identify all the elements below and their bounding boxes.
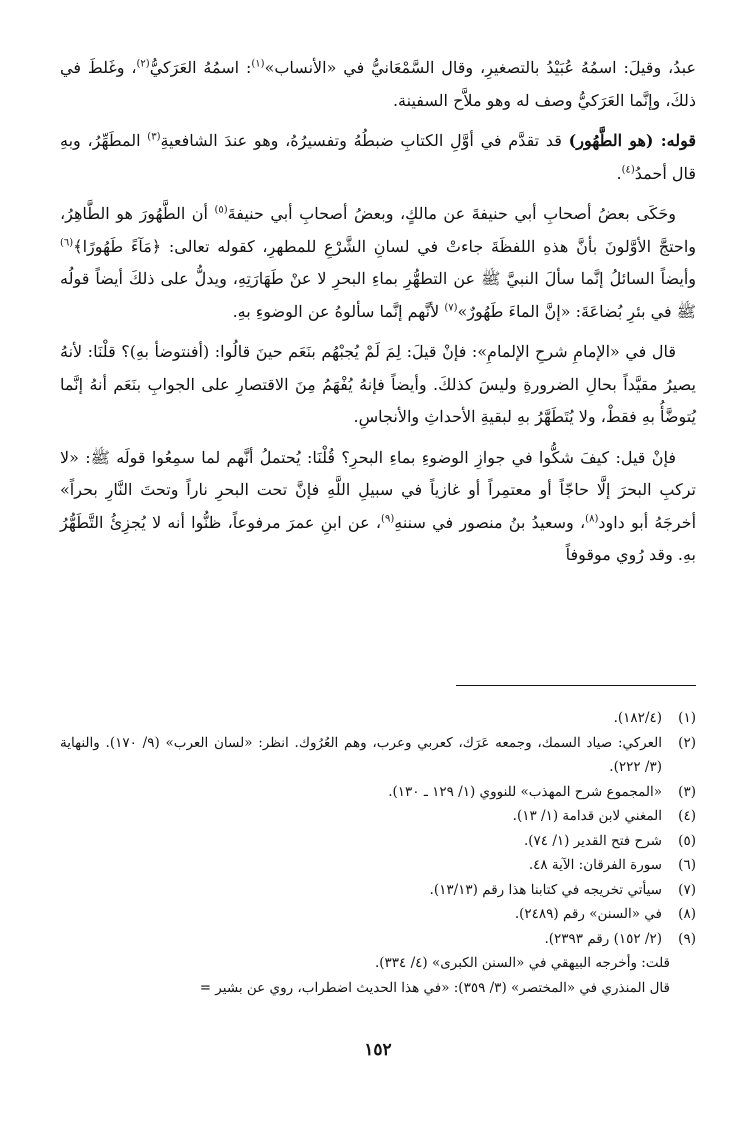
footnote-number: (١) <box>678 710 696 726</box>
footnote-number: (٩) <box>678 930 696 947</box>
footnote-separator <box>456 685 696 686</box>
text-run: ، وسعيدُ بنُ منصور في سننهِ <box>394 512 586 532</box>
footnote-ref: (٩) <box>381 513 395 525</box>
paragraph-2 <box>60 125 696 190</box>
footnote-text: قال المنذري في «المختصر» (٣/ ٣٥٩): «في هذا الحديث اضطراب، روي عن بشير = <box>199 979 670 996</box>
footnote-number: (٢) <box>678 734 696 751</box>
text-run: لأنَّهم إنَّما سألوهُ عن الوضوءِ بهِ. <box>232 301 445 321</box>
paragraph-1 <box>60 52 696 117</box>
bold-lead: قوله: (هو الطَّهُور) <box>568 131 696 150</box>
footnote-3 <box>60 780 696 805</box>
footnote-number: (٦) <box>678 857 696 873</box>
footnote-text: «المجموع شرح المهذب» للنووي (١/ ١٢٩ ـ ١٣٠). <box>388 783 662 800</box>
footnote-6 <box>60 853 696 878</box>
footnote-text: شرح فتح القدير (١/ ٧٤). <box>523 832 662 849</box>
footnote-number: (٧) <box>678 881 696 898</box>
footnote-4 <box>60 804 696 829</box>
footnote-text: المغني لابن قدامة (١/ ١٣). <box>512 808 662 824</box>
paragraph-3 <box>60 198 696 328</box>
footnote-text: قلت: وأخرجه البيهقي في «السنن الكبرى» (٤/ ٣٣٤). <box>374 955 670 971</box>
footnote-ref: (٥) <box>214 204 228 216</box>
footnote-9 <box>60 927 696 952</box>
footnote-text: سيأتي تخريجه في كتابنا هذا رقم (١٣/١٣). <box>429 881 662 898</box>
footnote-text: في «السنن» رقم (٢٤٨٩). <box>514 906 662 922</box>
footnote-ref: (٦) <box>60 237 74 249</box>
footnote-continuation-1 <box>60 951 696 976</box>
footnote-2 <box>60 731 696 780</box>
text-run: . <box>616 163 622 183</box>
text-run: قال في «الإمامِ شرحِ الإلمامِ»: فإنْ قيلَ: لِمَ لَمْ يُجبْهُم بنَعَم حينَ قالُوا: (أفنتوضأ بهِ)؟ قلْنَا: لأنهُ يصيرُ مقيَّداً بحالِ الضرورةِ وليسَ كذلكَ. وأيضاً فإنهُ يُفْهَمُ مِنَ الاقتصارِ على الجوابِ بنَعَم أنهُ إنَّما يُتوضَّأُ بهِ فقطْ، ولا يُتَطَهَّرُ بهِ لبقيةِ الأحداثِ والأنجاسِ. <box>60 342 696 426</box>
footnote-text: سورة الفرقان: الآية ٤٨. <box>528 857 662 873</box>
footnote-ref: (١) <box>251 58 265 70</box>
text-run: فإنْ قيل: كيفَ شكُّوا في جوازِ الوضوءِ بماءِ البحرِ؟ قُلْنَا: يُحتملُ أنَّهم لما سمِعُوا قولَه ﷺ: «لا تركبِ البحرَ إلَّا حاجّاً أو معتمِراً أو غازياً في سبيلِ اللَّهِ فإنَّ تحت البحرِ ناراً وتحتَ النَّارِ بحراً» أخرجَهُ أبو داود <box>60 447 697 532</box>
paragraph-4 <box>60 336 696 434</box>
footnote-number: (٤) <box>678 808 696 824</box>
text-run: وحَكَى بعضُ أصحابِ أبي حنيفةَ عن مالكٍ، وبعضُ أصحابِ أبي حنيفةَ <box>227 204 676 223</box>
footnote-number: (٨) <box>678 906 696 922</box>
text-run: عبدُ، وقيلَ: اسمُهُ عُبَيْدُ بالتصغيرِ، وقال السَّمْعَانيُّ في «الأنساب» <box>264 58 696 77</box>
footnote-number: (٣) <box>678 783 696 800</box>
footnote-text: (١٨٢/٤). <box>613 710 662 726</box>
footnote-ref: (٢) <box>136 58 150 70</box>
text-run: ، عن ابنِ عمرَ مرفوعاً، ظنُّوا أنه لا يُجزِئُ التَّطَهُّرُ بهِ. وقد رُوي موقوفاً <box>60 512 696 564</box>
paragraph-5 <box>60 442 696 572</box>
footnote-8 <box>60 902 696 927</box>
footnote-5 <box>60 829 696 854</box>
footnote-number: (٥) <box>678 832 696 849</box>
footnote-7 <box>60 878 696 903</box>
footnote-ref: (٤) <box>621 164 635 176</box>
footnote-ref: (٣) <box>147 131 161 143</box>
footnote-text: العركي: صياد السمك، وجمعه عَرَك، كعربي وعرب، وهم العُرُوك. انظر: «لسان العرب» (٩/ ١٧٠). والنهاية (٣/ ٢٢٢). <box>60 734 663 775</box>
footnote-continuation-2 <box>60 976 696 1001</box>
text-run: ، وغَلطَ في ذلكَ، وإنَّما العَرَكيُّ وصف له وهو ملاَّح السفينة. <box>60 58 696 110</box>
text-run: المطَهِّرُ، وبهِ قال أحمدُ <box>60 131 696 183</box>
text-run: أن الطَّهُورَ هو الطَّاهِرُ، واحتجَّ الأوَّلونَ بأنَّ هذهِ اللفظَةَ جاءتْ في لسانِ الشَّرْعِ للمطهرِ، كقوله تعالى: ﴿مَآءً طَهُورًا﴾ <box>60 204 696 256</box>
text-run: : اسمُهُ العَرَكيُّ <box>149 58 252 77</box>
footnote-ref: (٨) <box>585 513 599 525</box>
text-run: قد تقدَّم في أوَّلِ الكتابِ ضبطُهُ وتفسيرُهُ، وهو عندَ الشافعيةِ <box>160 131 569 150</box>
page-number: ١٥٢ <box>364 1040 392 1060</box>
footnotes <box>60 706 696 1000</box>
text-run: وأيضاً السائلُ إنَّما سألَ النبيَّ ﷺ عن التطهُّرِ بماءِ البحرِ لا عنْ طَهَارَتِهِ، ويدلُّ على ذلكَ أيضاً قولُه ﷺ في بئرِ بُضاعَةَ: «إنَّ الماءَ طَهُورٌ» <box>60 269 696 321</box>
main-text <box>60 52 696 580</box>
footnote-1 <box>60 706 696 731</box>
footnote-ref: (٧) <box>444 302 458 314</box>
footnote-text: (٢/ ١٥٢) رقم ٢٣٩٣). <box>544 930 662 947</box>
